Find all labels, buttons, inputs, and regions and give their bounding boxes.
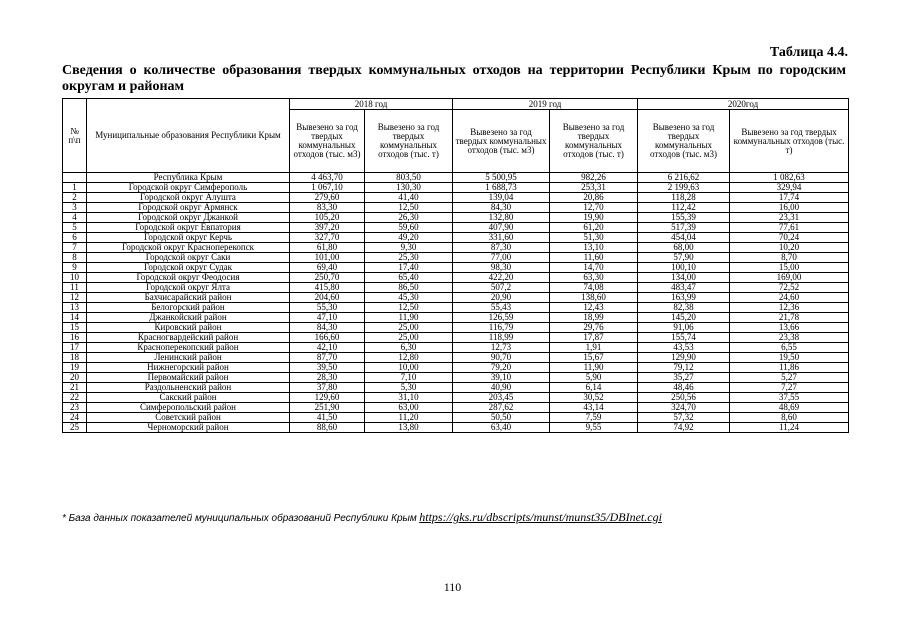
row-value: 134,00 xyxy=(638,273,730,283)
table-body xyxy=(63,173,849,433)
row-value: 29,76 xyxy=(550,323,638,333)
table-row xyxy=(63,233,849,243)
row-value: 17,87 xyxy=(550,333,638,343)
row-value: 70,24 xyxy=(730,233,849,243)
footnote-link[interactable]: https://gks.ru/dbscripts/munst/munst35/DBInet.cgi xyxy=(419,510,662,524)
row-value: 51,30 xyxy=(550,233,638,243)
row-municipality: Городской округ Феодосия xyxy=(87,273,290,283)
row-value: 454,04 xyxy=(638,233,730,243)
row-value: 23,38 xyxy=(730,333,849,343)
row-value: 50,50 xyxy=(453,413,550,423)
row-number: 15 xyxy=(63,323,87,333)
row-value: 87,30 xyxy=(453,243,550,253)
header-volume-2020: Вывезено за год твердых коммунальных отходов (тыс. м3) xyxy=(638,110,730,173)
row-number: 4 xyxy=(63,213,87,223)
table-row xyxy=(63,403,849,413)
row-value: 48,46 xyxy=(638,383,730,393)
row-number: 19 xyxy=(63,363,87,373)
table-row xyxy=(63,323,849,333)
row-municipality: Нижнегорский район xyxy=(87,363,290,373)
row-value: 24,60 xyxy=(730,293,849,303)
row-value: 145,20 xyxy=(638,313,730,323)
row-value: 12,70 xyxy=(550,203,638,213)
footnote-text: * База данных показателей муниципальных образований Республики Крым xyxy=(62,513,417,524)
table-row xyxy=(63,313,849,323)
row-number: 22 xyxy=(63,393,87,403)
row-value: 9,30 xyxy=(365,243,453,253)
header-municipality: Муниципальные образования Республики Крым xyxy=(87,99,290,173)
row-municipality: Городской округ Ялта xyxy=(87,283,290,293)
row-value: 204,60 xyxy=(290,293,365,303)
table-row xyxy=(63,373,849,383)
row-municipality: Городской округ Керчь xyxy=(87,233,290,243)
row-value: 10,20 xyxy=(730,243,849,253)
row-value: 287,62 xyxy=(453,403,550,413)
row-value: 6,55 xyxy=(730,343,849,353)
row-value: 61,80 xyxy=(290,243,365,253)
row-municipality: Кировский район xyxy=(87,323,290,333)
row-value: 155,74 xyxy=(638,333,730,343)
row-value: 203,45 xyxy=(453,393,550,403)
row-value: 41,40 xyxy=(365,193,453,203)
row-value: 17,74 xyxy=(730,193,849,203)
row-value: 40,90 xyxy=(453,383,550,393)
row-value: 803,50 xyxy=(365,173,453,183)
row-value: 55,30 xyxy=(290,303,365,313)
table-row xyxy=(63,193,849,203)
page-number: 110 xyxy=(443,580,462,594)
row-number: 20 xyxy=(63,373,87,383)
row-value: 279,60 xyxy=(290,193,365,203)
row-number: 1 xyxy=(63,183,87,193)
row-number: 18 xyxy=(63,353,87,363)
row-value: 982,26 xyxy=(550,173,638,183)
header-volume-2019: Вывезено за год твердых коммунальных отходов (тыс. м3) xyxy=(453,110,550,173)
table-row xyxy=(63,263,849,273)
row-value: 39,10 xyxy=(453,373,550,383)
row-value: 42,10 xyxy=(290,343,365,353)
row-municipality: Городской округ Красноперекопск xyxy=(87,243,290,253)
table-row xyxy=(63,293,849,303)
row-municipality: Городской округ Судак xyxy=(87,263,290,273)
row-number: 6 xyxy=(63,233,87,243)
row-number: 12 xyxy=(63,293,87,303)
row-municipality: Городской округ Саки xyxy=(87,253,290,263)
row-value: 483,47 xyxy=(638,283,730,293)
row-value: 21,78 xyxy=(730,313,849,323)
row-value: 517,39 xyxy=(638,223,730,233)
row-value: 63,40 xyxy=(453,423,550,433)
row-municipality: Красноперекопский район xyxy=(87,343,290,353)
row-municipality: Республика Крым xyxy=(87,173,290,183)
row-value: 82,38 xyxy=(638,303,730,313)
row-value: 126,59 xyxy=(453,313,550,323)
table-row xyxy=(63,203,849,213)
row-value: 57,32 xyxy=(638,413,730,423)
row-value: 15,00 xyxy=(730,263,849,273)
table-row xyxy=(63,253,849,263)
row-value: 5 500,95 xyxy=(453,173,550,183)
row-value: 23,31 xyxy=(730,213,849,223)
row-value: 13,80 xyxy=(365,423,453,433)
row-value: 68,00 xyxy=(638,243,730,253)
row-value: 31,10 xyxy=(365,393,453,403)
row-value: 17,40 xyxy=(365,263,453,273)
row-municipality: Городской округ Алушта xyxy=(87,193,290,203)
header-year-2019: 2019 год xyxy=(453,99,638,110)
row-value: 47,10 xyxy=(290,313,365,323)
row-number: 5 xyxy=(63,223,87,233)
row-value: 130,30 xyxy=(365,183,453,193)
row-value: 11,86 xyxy=(730,363,849,373)
row-value: 397,20 xyxy=(290,223,365,233)
row-value: 19,90 xyxy=(550,213,638,223)
table-row xyxy=(63,303,849,313)
row-value: 5,90 xyxy=(550,373,638,383)
header-year-2018: 2018 год xyxy=(290,99,453,110)
row-value: 155,39 xyxy=(638,213,730,223)
row-value: 6,14 xyxy=(550,383,638,393)
row-value: 20,86 xyxy=(550,193,638,203)
table-row xyxy=(63,363,849,373)
row-value: 77,61 xyxy=(730,223,849,233)
row-number: 3 xyxy=(63,203,87,213)
row-value: 63,30 xyxy=(550,273,638,283)
row-value: 79,20 xyxy=(453,363,550,373)
row-value: 250,56 xyxy=(638,393,730,403)
row-value: 169,00 xyxy=(730,273,849,283)
row-value: 13,66 xyxy=(730,323,849,333)
row-value: 329,94 xyxy=(730,183,849,193)
row-value: 2 199,63 xyxy=(638,183,730,193)
table-row xyxy=(63,423,849,433)
row-municipality: Городской округ Джанкой xyxy=(87,213,290,223)
row-value: 84,30 xyxy=(290,323,365,333)
row-value: 86,50 xyxy=(365,283,453,293)
row-number: 11 xyxy=(63,283,87,293)
row-value: 12,43 xyxy=(550,303,638,313)
row-value: 83,30 xyxy=(290,203,365,213)
row-value: 250,70 xyxy=(290,273,365,283)
row-value: 7,27 xyxy=(730,383,849,393)
row-value: 11,24 xyxy=(730,423,849,433)
row-value: 8,70 xyxy=(730,253,849,263)
row-municipality: Советский район xyxy=(87,413,290,423)
row-value: 57,90 xyxy=(638,253,730,263)
row-value: 5,30 xyxy=(365,383,453,393)
row-value: 251,90 xyxy=(290,403,365,413)
row-value: 407,90 xyxy=(453,223,550,233)
row-municipality: Ленинский район xyxy=(87,353,290,363)
row-value: 11,20 xyxy=(365,413,453,423)
header-volume-2018: Вывезено за год твердых коммунальных отходов (тыс. м3) xyxy=(290,110,365,173)
row-value: 88,60 xyxy=(290,423,365,433)
row-value: 129,90 xyxy=(638,353,730,363)
row-value: 415,80 xyxy=(290,283,365,293)
row-value: 15,67 xyxy=(550,353,638,363)
row-number xyxy=(63,173,87,183)
row-value: 12,50 xyxy=(365,203,453,213)
row-value: 45,30 xyxy=(365,293,453,303)
table-row xyxy=(63,213,849,223)
row-value: 16,00 xyxy=(730,203,849,213)
row-value: 20,90 xyxy=(453,293,550,303)
row-value: 116,79 xyxy=(453,323,550,333)
row-municipality: Городской округ Евпатория xyxy=(87,223,290,233)
row-value: 5,27 xyxy=(730,373,849,383)
row-value: 10,00 xyxy=(365,363,453,373)
row-value: 59,60 xyxy=(365,223,453,233)
footnote xyxy=(62,510,662,525)
row-value: 77,00 xyxy=(453,253,550,263)
header-year-2020: 2020год xyxy=(638,99,849,110)
row-value: 1 688,73 xyxy=(453,183,550,193)
row-value: 163,99 xyxy=(638,293,730,303)
row-municipality: Джанкойский район xyxy=(87,313,290,323)
row-value: 6,30 xyxy=(365,343,453,353)
row-number: 10 xyxy=(63,273,87,283)
row-value: 79,12 xyxy=(638,363,730,373)
row-number: 16 xyxy=(63,333,87,343)
row-value: 74,92 xyxy=(638,423,730,433)
row-number: 2 xyxy=(63,193,87,203)
row-value: 101,00 xyxy=(290,253,365,263)
header-mass-2019: Вывезено за год твердых коммунальных отходов (тыс. т) xyxy=(550,110,638,173)
row-value: 61,20 xyxy=(550,223,638,233)
row-value: 507,2 xyxy=(453,283,550,293)
row-value: 7,10 xyxy=(365,373,453,383)
row-value: 14,70 xyxy=(550,263,638,273)
row-number: 25 xyxy=(63,423,87,433)
table-row xyxy=(63,183,849,193)
row-value: 132,80 xyxy=(453,213,550,223)
row-value: 324,70 xyxy=(638,403,730,413)
row-municipality: Первомайский район xyxy=(87,373,290,383)
row-municipality: Бахчисарайский район xyxy=(87,293,290,303)
row-value: 12,73 xyxy=(453,343,550,353)
row-number: 13 xyxy=(63,303,87,313)
row-value: 1,91 xyxy=(550,343,638,353)
row-value: 422,20 xyxy=(453,273,550,283)
row-value: 25,30 xyxy=(365,253,453,263)
row-number: 14 xyxy=(63,313,87,323)
row-value: 6 216,62 xyxy=(638,173,730,183)
table-caption: Таблица 4.4. xyxy=(769,45,848,60)
row-value: 55,43 xyxy=(453,303,550,313)
row-value: 37,55 xyxy=(730,393,849,403)
row-value: 118,28 xyxy=(638,193,730,203)
row-value: 8,60 xyxy=(730,413,849,423)
row-municipality: Белогорский район xyxy=(87,303,290,313)
row-value: 112,42 xyxy=(638,203,730,213)
row-value: 327,70 xyxy=(290,233,365,243)
row-value: 63,00 xyxy=(365,403,453,413)
table-row xyxy=(63,223,849,233)
row-municipality: Красногвардейский район xyxy=(87,333,290,343)
row-value: 11,90 xyxy=(365,313,453,323)
row-value: 84,30 xyxy=(453,203,550,213)
row-municipality: Городской округ Симферополь xyxy=(87,183,290,193)
row-municipality: Черноморский район xyxy=(87,423,290,433)
row-value: 30,52 xyxy=(550,393,638,403)
waste-table xyxy=(62,98,849,433)
row-value: 11,90 xyxy=(550,363,638,373)
row-municipality: Симферопольский район xyxy=(87,403,290,413)
row-value: 91,06 xyxy=(638,323,730,333)
row-value: 37,80 xyxy=(290,383,365,393)
row-value: 43,14 xyxy=(550,403,638,413)
row-value: 1 082,63 xyxy=(730,173,849,183)
row-value: 26,30 xyxy=(365,213,453,223)
row-value: 331,60 xyxy=(453,233,550,243)
row-value: 12,36 xyxy=(730,303,849,313)
row-value: 100,10 xyxy=(638,263,730,273)
table-title: Сведения о количестве образования твердых коммунальных отходов на территории Республики Крым по городским округам и районам xyxy=(62,63,846,94)
row-number: 21 xyxy=(63,383,87,393)
row-value: 28,30 xyxy=(290,373,365,383)
row-value: 90,70 xyxy=(453,353,550,363)
row-value: 19,50 xyxy=(730,353,849,363)
row-value: 12,80 xyxy=(365,353,453,363)
row-value: 41,50 xyxy=(290,413,365,423)
row-value: 9,55 xyxy=(550,423,638,433)
table-row xyxy=(63,243,849,253)
row-value: 118,99 xyxy=(453,333,550,343)
row-number: 24 xyxy=(63,413,87,423)
row-value: 25,00 xyxy=(365,333,453,343)
header-mass-2020: Вывезено за год твердых коммунальных отходов (тыс. т) xyxy=(730,110,849,173)
row-value: 65,40 xyxy=(365,273,453,283)
table-row xyxy=(63,393,849,403)
row-number: 8 xyxy=(63,253,87,263)
row-value: 25,00 xyxy=(365,323,453,333)
row-value: 72,52 xyxy=(730,283,849,293)
row-value: 7,59 xyxy=(550,413,638,423)
row-value: 69,40 xyxy=(290,263,365,273)
row-value: 4 463,70 xyxy=(290,173,365,183)
row-value: 13,10 xyxy=(550,243,638,253)
row-value: 18,99 xyxy=(550,313,638,323)
table-row xyxy=(63,383,849,393)
row-value: 138,60 xyxy=(550,293,638,303)
row-value: 11,60 xyxy=(550,253,638,263)
table-row xyxy=(63,333,849,343)
row-municipality: Сакский район xyxy=(87,393,290,403)
row-municipality: Раздольненский район xyxy=(87,383,290,393)
row-value: 49,20 xyxy=(365,233,453,243)
row-value: 48,69 xyxy=(730,403,849,413)
row-number: 7 xyxy=(63,243,87,253)
table-row xyxy=(63,273,849,283)
table-row xyxy=(63,353,849,363)
row-value: 139,04 xyxy=(453,193,550,203)
row-number: 9 xyxy=(63,263,87,273)
header-mass-2018: Вывезено за год твердых коммунальных отходов (тыс. т) xyxy=(365,110,453,173)
row-value: 105,20 xyxy=(290,213,365,223)
row-value: 87,70 xyxy=(290,353,365,363)
row-value: 253,31 xyxy=(550,183,638,193)
header-number: № п\п xyxy=(63,99,87,173)
table-row xyxy=(63,283,849,293)
row-number: 23 xyxy=(63,403,87,413)
row-value: 98,30 xyxy=(453,263,550,273)
row-value: 12,50 xyxy=(365,303,453,313)
table-row xyxy=(63,343,849,353)
row-value: 43,53 xyxy=(638,343,730,353)
row-value: 129,60 xyxy=(290,393,365,403)
table-row xyxy=(63,173,849,183)
row-value: 35,27 xyxy=(638,373,730,383)
row-value: 74,08 xyxy=(550,283,638,293)
row-value: 166,60 xyxy=(290,333,365,343)
table-row xyxy=(63,413,849,423)
row-number: 17 xyxy=(63,343,87,353)
row-value: 1 067,10 xyxy=(290,183,365,193)
row-value: 39,50 xyxy=(290,363,365,373)
row-municipality: Городской округ Армянск xyxy=(87,203,290,213)
